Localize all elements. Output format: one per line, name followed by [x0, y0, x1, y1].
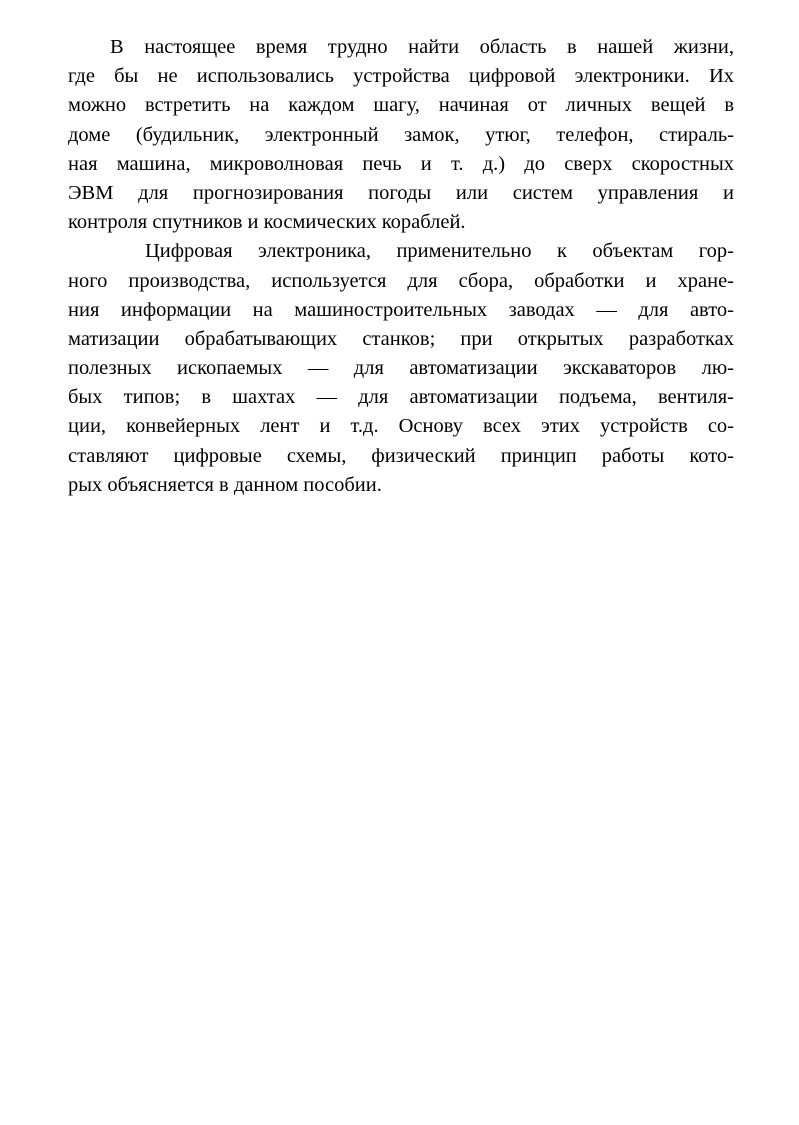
- text-line: рых объясняется в данном пособии.: [68, 473, 382, 496]
- paragraph-1: [68, 33, 734, 237]
- text-line: доме (будильник, электронный замок, утюг, телефон, стираль-: [68, 123, 734, 146]
- text-line: контроля спутников и космических кораблей.: [68, 211, 466, 234]
- text-line: ная машина, микроволновая печь и т. д.) до сверх скоростных: [68, 152, 734, 175]
- paragraph-2: [68, 237, 734, 500]
- text-line: Цифровая электроника, применительно к объектам гор-: [145, 240, 734, 263]
- text-line: В настоящее время трудно найти область в нашей жизни,: [110, 36, 734, 58]
- text-line: полезных ископаемых — для автоматизации экскаваторов лю-: [68, 357, 734, 380]
- text-line: ЭВМ для прогнозирования погоды или систем управления и: [68, 181, 734, 204]
- text-line: где бы не использовались устройства цифровой электроники. Их: [68, 65, 734, 88]
- text-line: ции, конвейерных лент и т.д. Основу всех этих устройств со-: [68, 415, 734, 438]
- text-line: можно встретить на каждом шагу, начиная от личных вещей в: [68, 94, 734, 117]
- text-line: ставляют цифровые схемы, физический принцип работы кото-: [68, 444, 734, 467]
- body-text: [68, 33, 734, 500]
- text-line: матизации обрабатывающих станков; при открытых разработках: [68, 327, 734, 350]
- text-line: ного производства, используется для сбора, обработки и хране-: [68, 269, 734, 292]
- text-line: бых типов; в шахтах — для автоматизации подъема, вентиля-: [68, 386, 734, 409]
- text-line: ния информации на машиностроительных заводах — для авто-: [68, 298, 734, 321]
